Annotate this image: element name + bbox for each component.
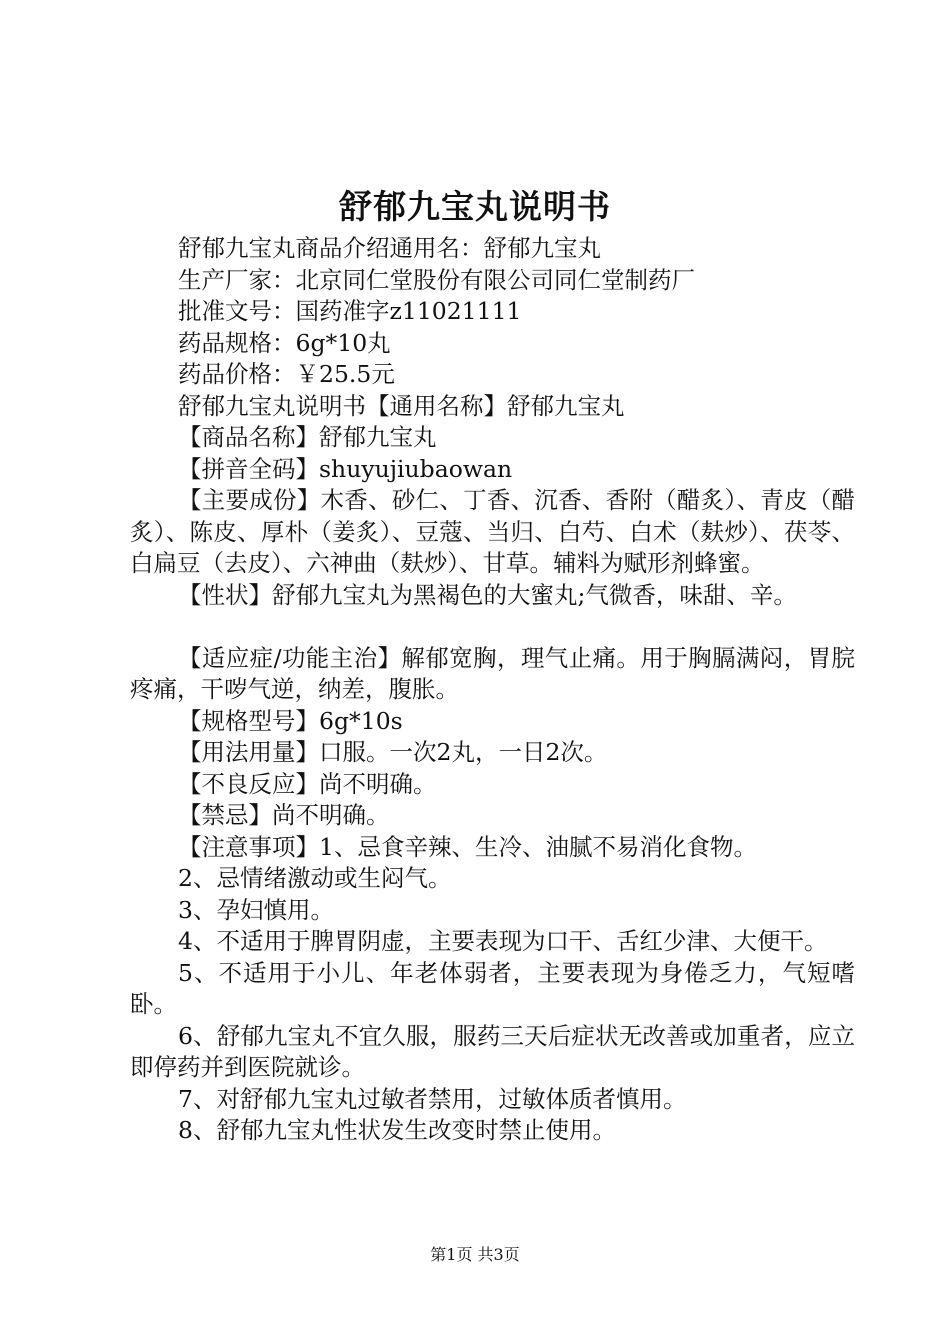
- paragraph-ingredients: 【主要成份】木香、砂仁、丁香、沉香、香附（醋炙）、青皮（醋炙）、陈皮、厚朴（姜炙）、豆蔻、当归、白芍、白术（麸炒）、茯苓、白扁豆（去皮）、六神曲（麸炒）、甘草。辅料为赋形剂蜂蜜。: [130, 486, 855, 577]
- paragraph-price: 药品价格：￥25.5元: [178, 360, 395, 388]
- paragraph-precautions-2: 2、忌情绪激动或生闷气。: [178, 864, 452, 892]
- document-body: [130, 233, 855, 1147]
- paragraph-pinyin: 【拼音全码】shuyujiubaowan: [178, 454, 513, 483]
- paragraph-precautions-1: 【注意事项】1、忌食辛辣、生冷、油腻不易消化食物。: [178, 832, 757, 861]
- paragraph-dosage: 【用法用量】口服。一次2丸，一日2次。: [178, 738, 608, 766]
- paragraph-trade-name: 【商品名称】舒郁九宝丸: [178, 423, 437, 451]
- paragraph-precautions-4: 4、不适用于脾胃阴虚，主要表现为口干、舌红少津、大便干。: [178, 927, 828, 955]
- paragraph-approval-number: 批准文号：国药准字z11021111: [178, 297, 522, 325]
- page-number-footer: 第1页 共3页: [430, 1245, 520, 1264]
- paragraph-adverse-reactions: 【不良反应】尚不明确。: [178, 769, 437, 798]
- paragraph-model: 【规格型号】6g*10s: [178, 706, 403, 735]
- paragraph-precautions-6: 6、舒郁九宝丸不宜久服，服药三天后症状无改善或加重者，应立即停药并到医院就诊。: [130, 1021, 855, 1081]
- paragraph-precautions-3: 3、孕妇慎用。: [178, 895, 334, 924]
- paragraph-precautions-5: 5、不适用于小儿、年老体弱者，主要表现为身倦乏力，气短嗜卧。: [130, 958, 855, 1018]
- paragraph-intro: 舒郁九宝丸商品介绍通用名：舒郁九宝丸: [178, 234, 601, 262]
- paragraph-precautions-7: 7、对舒郁九宝丸过敏者禁用，过敏体质者慎用。: [178, 1084, 687, 1113]
- document-title: 舒郁九宝丸说明书: [339, 187, 611, 226]
- paragraph-appearance: 【性状】舒郁九宝丸为黑褐色的大蜜丸;气微香，味甜、辛。: [178, 580, 797, 609]
- paragraph-specification: 药品规格：6g*10丸: [178, 328, 391, 357]
- paragraph-generic-name: 舒郁九宝丸说明书【通用名称】舒郁九宝丸: [178, 391, 625, 420]
- paragraph-contraindications: 【禁忌】尚不明确。: [178, 801, 390, 829]
- paragraph-manufacturer: 生产厂家：北京同仁堂股份有限公司同仁堂制药厂: [178, 265, 695, 294]
- paragraph-precautions-8: 8、舒郁九宝丸性状发生改变时禁止使用。: [178, 1116, 616, 1144]
- paragraph-indications: 【适应症/功能主治】解郁宽胸，理气止痛。用于胸膈满闷，胃脘疼痛，干哕气逆，纳差，腹胀。: [130, 643, 855, 703]
